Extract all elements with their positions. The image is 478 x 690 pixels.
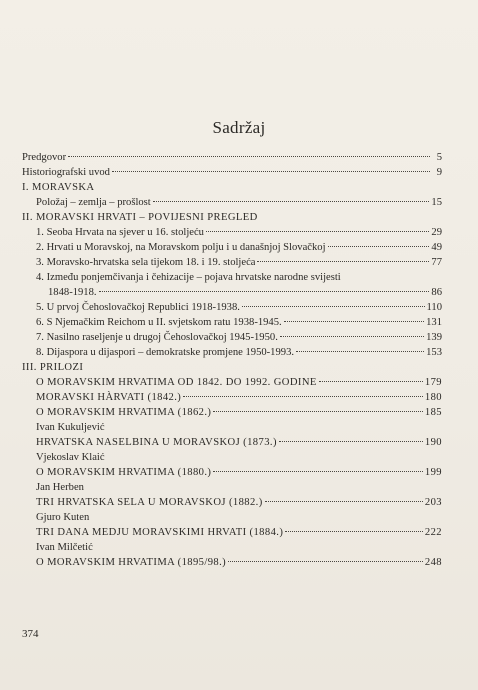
toc-entry bbox=[22, 345, 442, 360]
toc-entry bbox=[22, 495, 442, 510]
toc-entry-author: Ivan Milčetić bbox=[36, 542, 93, 553]
toc-entry-author: Gjuro Kuten bbox=[36, 512, 90, 523]
toc-entry-page: 86 bbox=[431, 287, 442, 298]
dot-leader bbox=[213, 471, 423, 472]
toc-entry-page: 131 bbox=[426, 317, 442, 328]
toc-entry-author: Vjekoslav Klaić bbox=[36, 452, 105, 463]
toc-entry-author: Ivan Kukuljević bbox=[36, 422, 105, 433]
toc-entry-label: O MORAVSKIM HRVATIMA (1880.) bbox=[36, 467, 212, 478]
toc-entry bbox=[22, 555, 442, 570]
dot-leader bbox=[280, 336, 424, 337]
toc-entry-page: 29 bbox=[431, 227, 442, 238]
toc-entry-label: Položaj – zemlja – prošlost bbox=[36, 197, 151, 208]
toc-entry bbox=[22, 225, 442, 240]
dot-leader bbox=[319, 381, 423, 382]
dot-leader bbox=[265, 501, 423, 502]
toc-entry bbox=[22, 435, 442, 450]
toc-entry bbox=[22, 195, 442, 210]
toc-entry-label-cont: 1848-1918. bbox=[48, 287, 97, 298]
toc-entry-page: 77 bbox=[431, 257, 442, 268]
toc-entry-label: 3. Moravsko-hrvatska sela tijekom 18. i 19. stoljeća bbox=[36, 257, 256, 268]
toc-entry-page: 203 bbox=[424, 497, 442, 508]
dot-leader bbox=[228, 561, 423, 562]
toc-entry bbox=[22, 165, 442, 180]
dot-leader bbox=[206, 231, 429, 232]
toc-entry-label: O MORAVSKIM HRVATIMA OD 1842. DO 1992. GODINE bbox=[36, 377, 317, 388]
toc-entry-page: 185 bbox=[424, 407, 442, 418]
dot-leader bbox=[68, 156, 430, 157]
toc-entry-label: O MORAVSKIM HRVATIMA (1862.) bbox=[36, 407, 212, 418]
toc-entry bbox=[22, 150, 442, 165]
toc-entry-page: 49 bbox=[431, 242, 442, 253]
toc-entry-page: 179 bbox=[424, 377, 442, 388]
toc-entry-page: 180 bbox=[424, 392, 442, 403]
toc-entry bbox=[22, 315, 442, 330]
section-heading: II. MORAVSKI HRVATI – POVIJESNI PREGLED bbox=[22, 212, 258, 223]
toc-entry bbox=[22, 405, 442, 420]
section-heading: I. MORAVSKA bbox=[22, 182, 95, 193]
toc-entry-label: 4. Između ponjemčivanja i čehizacije – pojava hrvatske narodne svijesti bbox=[36, 272, 341, 283]
toc-entry-page: 199 bbox=[424, 467, 442, 478]
toc-entry-page: 15 bbox=[431, 197, 442, 208]
toc-entry-label: O MORAVSKIM HRVATIMA (1895/98.) bbox=[36, 557, 227, 568]
toc-entry-page: 110 bbox=[426, 302, 442, 313]
toc-entry-label: HRVATSKA NASELBINA U MORAVSKOJ (1873.) bbox=[36, 437, 277, 448]
toc-entry bbox=[22, 375, 442, 390]
table-of-contents bbox=[22, 150, 442, 570]
toc-entry-label: 6. S Njemačkim Reichom u II. svjetskom ratu 1938-1945. bbox=[36, 317, 282, 328]
toc-entry-label: TRI DANA MEDJU MORAVSKIMI HRVATI (1884.) bbox=[36, 527, 284, 538]
dot-leader bbox=[153, 201, 430, 202]
toc-entry-label: 1. Seoba Hrvata na sjever u 16. stoljeću bbox=[36, 227, 204, 238]
toc-entry bbox=[22, 465, 442, 480]
dot-leader bbox=[257, 261, 429, 262]
toc-entry-label: Predgovor bbox=[22, 152, 67, 163]
dot-leader bbox=[328, 246, 430, 247]
toc-entry bbox=[22, 270, 442, 300]
toc-entry-page: 139 bbox=[426, 332, 442, 343]
dot-leader bbox=[112, 171, 430, 172]
dot-leader bbox=[242, 306, 425, 307]
toc-entry-label: 5. U prvoj Čehoslovačkoj Republici 1918-1938. bbox=[36, 302, 240, 313]
toc-entry bbox=[22, 390, 442, 405]
toc-entry bbox=[22, 300, 442, 315]
section-heading: III. PRILOZI bbox=[22, 362, 84, 373]
dot-leader bbox=[285, 531, 423, 532]
toc-entry-page: 248 bbox=[424, 557, 442, 568]
dot-leader bbox=[296, 351, 424, 352]
dot-leader bbox=[213, 411, 423, 412]
toc-entry bbox=[22, 525, 442, 540]
toc-entry-author: Jan Herben bbox=[36, 482, 84, 493]
page-title: Sadržaj bbox=[212, 118, 266, 137]
toc-entry bbox=[22, 330, 442, 345]
toc-entry-label: 2. Hrvati u Moravskoj, na Moravskom polju i u današnjoj Slovačkoj bbox=[36, 242, 326, 253]
toc-entry-page: 222 bbox=[424, 527, 442, 538]
toc-entry-label: 8. Dijaspora u dijaspori – demokratske promjene 1950-1993. bbox=[36, 347, 295, 358]
dot-leader bbox=[99, 291, 430, 292]
toc-entry-page: 153 bbox=[426, 347, 442, 358]
toc-entry-page: 190 bbox=[424, 437, 442, 448]
toc-entry-label: TRI HRVATSKA SELA U MORAVSKOJ (1882.) bbox=[36, 497, 263, 508]
toc-entry-page: 5 bbox=[436, 152, 442, 163]
dot-leader bbox=[279, 441, 423, 442]
toc-entry bbox=[22, 255, 442, 270]
page-number: 374 bbox=[22, 628, 39, 640]
toc-entry-label: Historiografski uvod bbox=[22, 167, 110, 178]
toc-entry bbox=[22, 240, 442, 255]
toc-entry-label: MORAVSKI HÀRVATI (1842.) bbox=[36, 392, 182, 403]
dot-leader bbox=[183, 396, 423, 397]
dot-leader bbox=[284, 321, 424, 322]
toc-entry-continuation bbox=[36, 285, 442, 300]
toc-entry-page: 9 bbox=[436, 167, 442, 178]
toc-entry-label: 7. Nasilno raseljenje u drugoj Čehoslovačkoj 1945-1950. bbox=[36, 332, 278, 343]
